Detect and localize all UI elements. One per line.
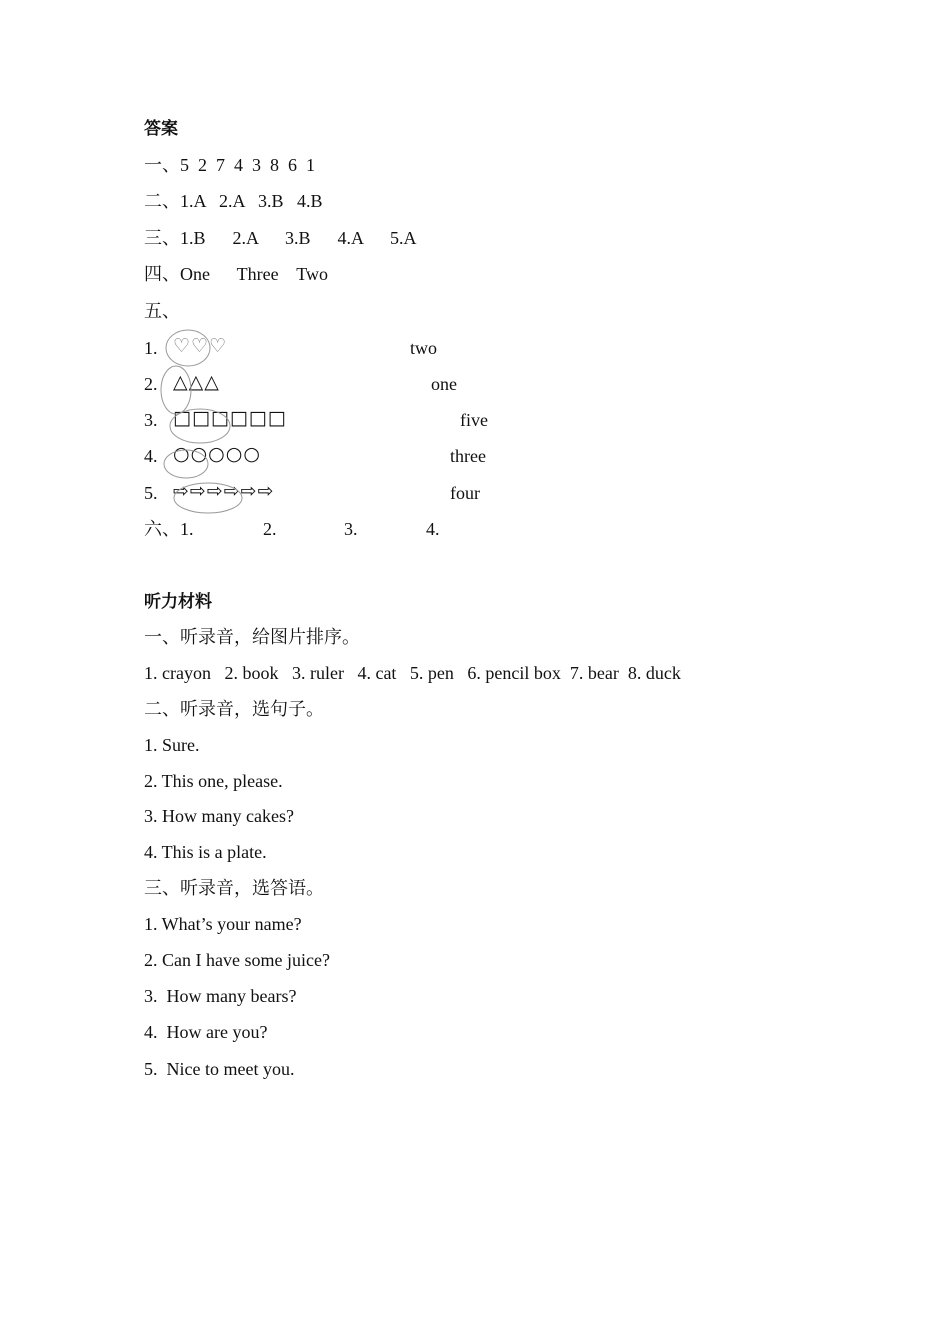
listening-s3-item: 3. How many bears? (144, 986, 297, 1006)
listening-s2-item: 1. Sure. (144, 735, 200, 755)
match-row-1-word: two (410, 338, 437, 358)
answer-line-6: 六、1. (144, 519, 194, 539)
listening-section-2-title: 二、听录音，选句子。 (144, 699, 324, 719)
ellipse-mark-4 (164, 450, 208, 478)
listening-s3-item: 4. How are you? (144, 1022, 268, 1042)
match-row-2-num: 2. (144, 374, 158, 394)
answers-title: 答案 (144, 119, 178, 139)
listening-s2-item: 3. How many cakes? (144, 806, 294, 826)
ellipse-mark-5 (174, 483, 242, 513)
arrows-shapes: ⇨⇨⇨⇨⇨⇨ (173, 480, 275, 502)
match-row-4-word: three (450, 446, 486, 466)
listening-s2-item: 2. This one, please. (144, 771, 283, 791)
squares-shapes: □□□□□□ (173, 407, 287, 429)
answer-6-item-2: 2. (263, 519, 277, 539)
triangles-shapes: △△△ (173, 371, 220, 393)
match-row-3-word: five (460, 410, 488, 430)
match-row-5-num: 5. (144, 483, 158, 503)
answer-line-2: 二、1.A 2.A 3.B 4.B (144, 191, 323, 211)
match-row-3-num: 3. (144, 410, 158, 430)
listening-s3-item: 1. What’s your name? (144, 914, 302, 934)
match-row-4-num: 4. (144, 446, 158, 466)
match-row-2-word: one (431, 374, 457, 394)
answer-6-item-4: 4. (426, 519, 440, 539)
match-row-5-word: four (450, 483, 480, 503)
circles-shapes: ○○○○○ (173, 443, 261, 465)
answer-6-item-3: 3. (344, 519, 358, 539)
answer-line-5-label: 五、 (144, 301, 180, 321)
listening-section-3-title: 三、听录音，选答语。 (144, 878, 324, 898)
ellipse-annotations (140, 326, 260, 521)
ellipse-mark-1 (166, 330, 210, 366)
listening-s3-item: 5. Nice to meet you. (144, 1059, 295, 1079)
listening-s3-item: 2. Can I have some juice? (144, 950, 330, 970)
match-row-1-num: 1. (144, 338, 158, 358)
listening-section-1-line: 1. crayon 2. book 3. ruler 4. cat 5. pen 6. pencil box 7. bear 8. duck (144, 663, 681, 683)
answer-line-4: 四、One Three Two (144, 264, 329, 284)
answer-line-3: 三、1.B 2.A 3.B 4.A 5.A (144, 228, 417, 248)
answer-line-1: 一、5 2 7 4 3 8 6 1 (144, 155, 315, 175)
listening-s2-item: 4. This is a plate. (144, 842, 267, 862)
ellipse-mark-2 (161, 366, 191, 414)
listening-section-1-title: 一、听录音，给图片排序。 (144, 627, 360, 647)
listening-title: 听力材料 (144, 592, 212, 612)
hearts-shapes: ♡♡♡ (173, 335, 228, 357)
ellipse-mark-3 (170, 409, 230, 443)
